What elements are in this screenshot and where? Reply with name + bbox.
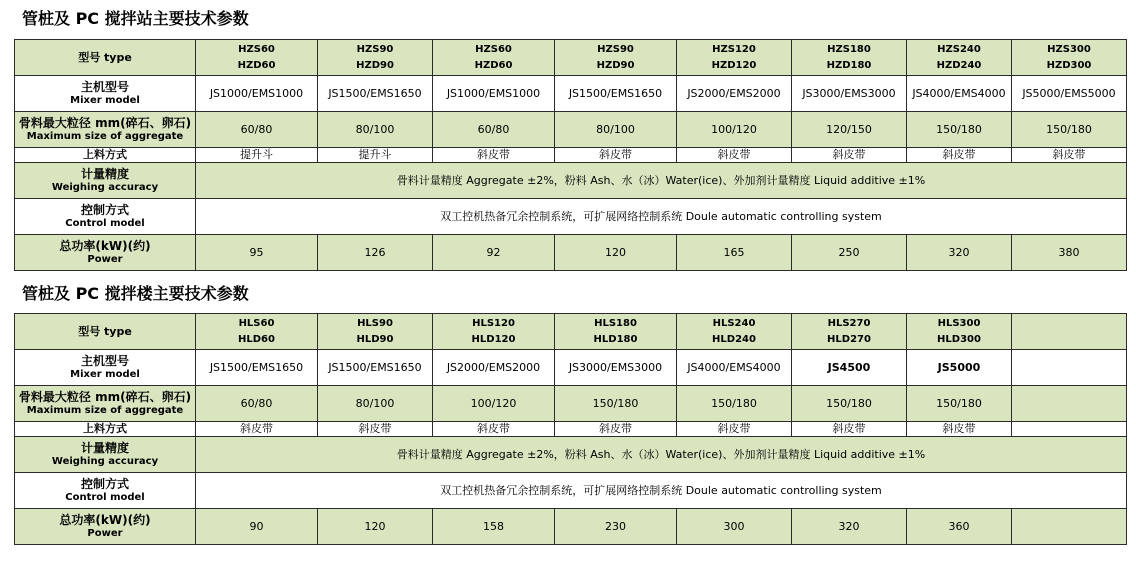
model-label: 型号 type	[15, 40, 196, 76]
mixer-cell: JS1500/EMS1650	[318, 350, 433, 386]
mixer-label-en: Mixer model	[70, 368, 140, 380]
model-name-d: HLD90	[356, 333, 394, 345]
weighing-value: 骨料计量精度 Aggregate ±2%，粉料 Ash、水（冰）Water(ice)、外加剂计量精度 Liquid additive ±1%	[196, 437, 1127, 473]
control-row	[15, 199, 1127, 235]
aggregate-cell: 80/100	[318, 112, 433, 148]
weighing-label-en: Weighing accuracy	[51, 455, 159, 467]
aggregate-label-cn: 骨料最大粒径 mm(碎石、卵石)	[18, 115, 192, 130]
feeding-cell: 提升斗	[318, 148, 433, 163]
feeding-cell: 提升斗	[196, 148, 318, 163]
mixer-label-cn: 主机型号	[80, 79, 129, 94]
feeding-cell: 斜皮带	[1012, 148, 1127, 163]
power-cell: 92	[433, 235, 555, 271]
model-name-s: HLS180	[594, 317, 637, 329]
control-label-en: Control model	[65, 217, 145, 229]
model-cell	[907, 40, 1012, 76]
aggregate-label-en: Maximum size of aggregate	[26, 130, 184, 142]
mixer-cell: JS2000/EMS2000	[677, 76, 792, 112]
mixer-cell: JS2000/EMS2000	[433, 350, 555, 386]
feeding-cell: 斜皮带	[907, 422, 1012, 437]
model-name-s: HZS120	[712, 43, 756, 55]
aggregate-cell: 80/100	[318, 386, 433, 422]
feeding-cell: 斜皮带	[907, 148, 1012, 163]
model-label: 型号 type	[15, 314, 196, 350]
aggregate-row	[15, 112, 1127, 148]
mixer-cell: JS1000/EMS1000	[196, 76, 318, 112]
model-name-d: HZD180	[826, 59, 872, 71]
power-cell: 380	[1012, 235, 1127, 271]
feeding-cell: 斜皮带	[677, 148, 792, 163]
model-name-s: HZS90	[597, 43, 634, 55]
feeding-label: 上料方式	[15, 422, 196, 437]
model-cell	[555, 40, 677, 76]
aggregate-cell: 100/120	[433, 386, 555, 422]
weighing-row	[15, 163, 1127, 199]
control-value: 双工控机热备冗余控制系统，可扩展网络控制系统 Doule automatic controlling system	[196, 473, 1127, 509]
model-name-s: HZS90	[356, 43, 394, 55]
aggregate-cell: 150/180	[555, 386, 677, 422]
model-cell	[677, 40, 792, 76]
power-label-en: Power	[87, 527, 123, 539]
model-name-s: HZS300	[1047, 43, 1091, 55]
mixer-row	[15, 350, 1127, 386]
aggregate-label-en: Maximum size of aggregate	[26, 404, 184, 416]
power-cell: 230	[555, 509, 677, 545]
aggregate-cell: 150/180	[792, 386, 907, 422]
model-name-s: HLS270	[827, 317, 871, 329]
power-label-en: Power	[87, 253, 123, 265]
control-row	[15, 473, 1127, 509]
model-name-d: HZD120	[711, 59, 757, 71]
control-label-cn: 控制方式	[80, 202, 129, 217]
mixer-cell: JS4000/EMS4000	[677, 350, 792, 386]
model-row	[15, 40, 1127, 76]
model-name-d: HLD180	[593, 333, 638, 345]
feeding-cell: 斜皮带	[196, 422, 318, 437]
model-cell	[196, 314, 318, 350]
aggregate-cell: 150/180	[677, 386, 792, 422]
aggregate-cell: 150/180	[907, 386, 1012, 422]
mixer-cell: JS5000	[907, 350, 1012, 386]
weighing-label	[15, 163, 196, 199]
power-label-cn: 总功率(kW)(约)	[59, 238, 151, 253]
weighing-label-en: Weighing accuracy	[51, 181, 159, 193]
weighing-value: 骨料计量精度 Aggregate ±2%，粉料 Ash、水（冰）Water(ice)、外加剂计量精度 Liquid additive ±1%	[196, 163, 1127, 199]
model-name-d: HZD300	[1046, 59, 1092, 71]
feeding-row	[15, 148, 1127, 163]
mixer-cell: JS1500/EMS1650	[318, 76, 433, 112]
model-name-d: HLD60	[238, 333, 275, 345]
mixer-cell: JS1500/EMS1650	[196, 350, 318, 386]
power-cell: 165	[677, 235, 792, 271]
mixer-label	[15, 350, 196, 386]
model-row	[15, 314, 1127, 350]
power-label	[15, 235, 196, 271]
tower-spec-table	[14, 313, 1127, 545]
power-cell: 250	[792, 235, 907, 271]
power-cell: 120	[555, 235, 677, 271]
model-cell	[677, 314, 792, 350]
model-name-d: HLD120	[471, 333, 516, 345]
model-name-s: HZS60	[475, 43, 512, 55]
power-cell: 320	[907, 235, 1012, 271]
station-table-title: 管桩及 PC 搅拌站主要技术参数	[22, 9, 249, 28]
model-name-s: HZS60	[238, 43, 275, 55]
feeding-cell: 斜皮带	[555, 422, 677, 437]
model-cell	[907, 314, 1012, 350]
model-name-s: HLS120	[472, 317, 515, 329]
aggregate-cell: 100/120	[677, 112, 792, 148]
power-cell: 300	[677, 509, 792, 545]
power-cell: 120	[318, 509, 433, 545]
aggregate-row	[15, 386, 1127, 422]
weighing-row	[15, 437, 1127, 473]
mixer-cell: JS1000/EMS1000	[433, 76, 555, 112]
model-name-d: HLD300	[937, 333, 981, 345]
model-name-d: HZD60	[474, 59, 513, 71]
model-name-d: HZD90	[356, 59, 394, 71]
model-name-d: HLD240	[712, 333, 756, 345]
model-name-s: HZS180	[827, 43, 871, 55]
mixer-row	[15, 76, 1127, 112]
weighing-label-cn: 计量精度	[80, 166, 129, 181]
aggregate-cell: 60/80	[433, 112, 555, 148]
model-name-d: HLD270	[827, 333, 871, 345]
model-cell	[433, 40, 555, 76]
weighing-label-cn: 计量精度	[80, 440, 129, 455]
power-cell: 95	[196, 235, 318, 271]
aggregate-cell	[1012, 386, 1127, 422]
aggregate-cell: 120/150	[792, 112, 907, 148]
feeding-cell: 斜皮带	[677, 422, 792, 437]
model-cell	[1012, 314, 1127, 350]
power-cell: 90	[196, 509, 318, 545]
model-cell	[792, 40, 907, 76]
model-name-s: HLS240	[712, 317, 756, 329]
model-name-s: HLS60	[238, 317, 275, 329]
mixer-label-en: Mixer model	[70, 94, 140, 106]
model-cell	[1012, 40, 1127, 76]
tower-table-title: 管桩及 PC 搅拌楼主要技术参数	[22, 284, 249, 303]
mixer-cell	[1012, 350, 1127, 386]
feeding-cell	[1012, 422, 1127, 437]
model-name-d: HZD60	[237, 59, 276, 71]
control-label-cn: 控制方式	[80, 476, 129, 491]
mixer-cell: JS1500/EMS1650	[555, 76, 677, 112]
model-cell	[555, 314, 677, 350]
aggregate-cell: 150/180	[1012, 112, 1127, 148]
power-cell: 360	[907, 509, 1012, 545]
mixer-label	[15, 76, 196, 112]
power-cell: 126	[318, 235, 433, 271]
aggregate-label	[15, 386, 196, 422]
mixer-cell: JS4000/EMS4000	[907, 76, 1012, 112]
aggregate-cell: 80/100	[555, 112, 677, 148]
model-name-d: HZD240	[936, 59, 982, 71]
aggregate-label	[15, 112, 196, 148]
model-cell	[792, 314, 907, 350]
model-name-s: HZS240	[937, 43, 981, 55]
feeding-cell: 斜皮带	[792, 148, 907, 163]
control-label	[15, 473, 196, 509]
model-name-d: HZD90	[596, 59, 635, 71]
feeding-cell: 斜皮带	[433, 148, 555, 163]
power-cell: 158	[433, 509, 555, 545]
feeding-cell: 斜皮带	[433, 422, 555, 437]
model-cell	[318, 40, 433, 76]
power-row	[15, 235, 1127, 271]
aggregate-label-cn: 骨料最大粒径 mm(碎石、卵石)	[18, 389, 192, 404]
mixer-cell: JS3000/EMS3000	[792, 76, 907, 112]
model-cell	[433, 314, 555, 350]
power-label	[15, 509, 196, 545]
aggregate-cell: 60/80	[196, 386, 318, 422]
mixer-label-cn: 主机型号	[80, 353, 129, 368]
aggregate-cell: 150/180	[907, 112, 1012, 148]
feeding-cell: 斜皮带	[555, 148, 677, 163]
feeding-label: 上料方式	[15, 148, 196, 163]
mixer-cell: JS3000/EMS3000	[555, 350, 677, 386]
weighing-label	[15, 437, 196, 473]
power-cell	[1012, 509, 1127, 545]
control-label-en: Control model	[65, 491, 145, 503]
power-cell: 320	[792, 509, 907, 545]
feeding-cell: 斜皮带	[792, 422, 907, 437]
power-row	[15, 509, 1127, 545]
mixer-cell: JS5000/EMS5000	[1012, 76, 1127, 112]
power-label-cn: 总功率(kW)(约)	[59, 512, 151, 527]
model-name-s: HLS90	[357, 317, 393, 329]
model-name-s: HLS300	[937, 317, 981, 329]
mixer-cell: JS4500	[792, 350, 907, 386]
aggregate-cell: 60/80	[196, 112, 318, 148]
station-spec-table	[14, 39, 1127, 271]
control-value: 双工控机热备冗余控制系统，可扩展网络控制系统 Doule automatic controlling system	[196, 199, 1127, 235]
model-cell	[196, 40, 318, 76]
feeding-cell: 斜皮带	[318, 422, 433, 437]
control-label	[15, 199, 196, 235]
feeding-row	[15, 422, 1127, 437]
model-cell	[318, 314, 433, 350]
